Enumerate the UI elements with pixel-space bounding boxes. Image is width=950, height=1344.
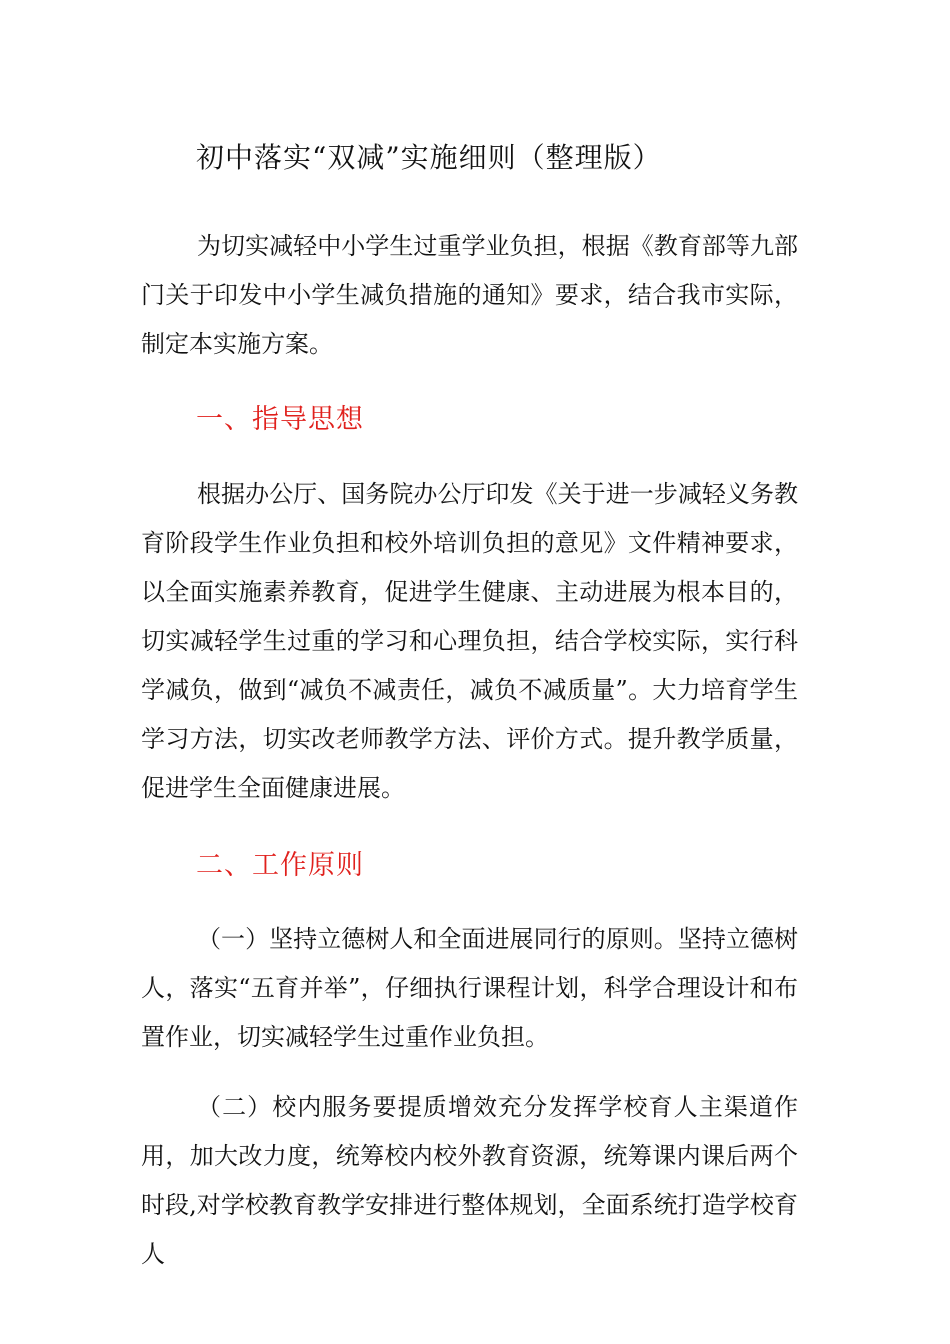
principle-item-1: （一）坚持立德树人和全面进展同行的原则。坚持立德树人，落实“五育并举”，仔细执行课程计划，科学合理设计和布置作业，切实减轻学生过重作业负担。 [141,925,798,1051]
document-title: 初中落实“双减”实施细则（整理版） [196,141,662,174]
principle-item-2: （二）校内服务要提质增效充分发挥学校育人主渠道作用，加大改力度，统筹校内校外教育资源，统筹课内课后两个时段,对学校教育教学安排进行整体规划，全面系统打造学校育人 [141,1093,798,1268]
section-heading-work-principles: 二、工作原则 [196,850,364,881]
section-heading-guiding-ideology: 一、指导思想 [196,404,364,435]
guiding-ideology-paragraph: 根据办公厅、国务院办公厅印发《关于进一步减轻义务教育阶段学生作业负担和校外培训负担的意见》文件精神要求，以全面实施素养教育，促进学生健康、主动进展为根本目的，切实减轻学生过重的学习和心理负担，结合学校实际，实行科学减负，做到“减负不减责任，减负不减质量”。大力培育学生学习方法，切实改老师教学方法、评价方式。提升教学质量，促进学生全面健康进展。 [141,480,798,802]
intro-paragraph: 为切实减轻中小学生过重学业负担，根据《教育部等九部门关于印发中小学生减负措施的通知》要求，结合我市实际，制定本实施方案。 [141,232,798,358]
